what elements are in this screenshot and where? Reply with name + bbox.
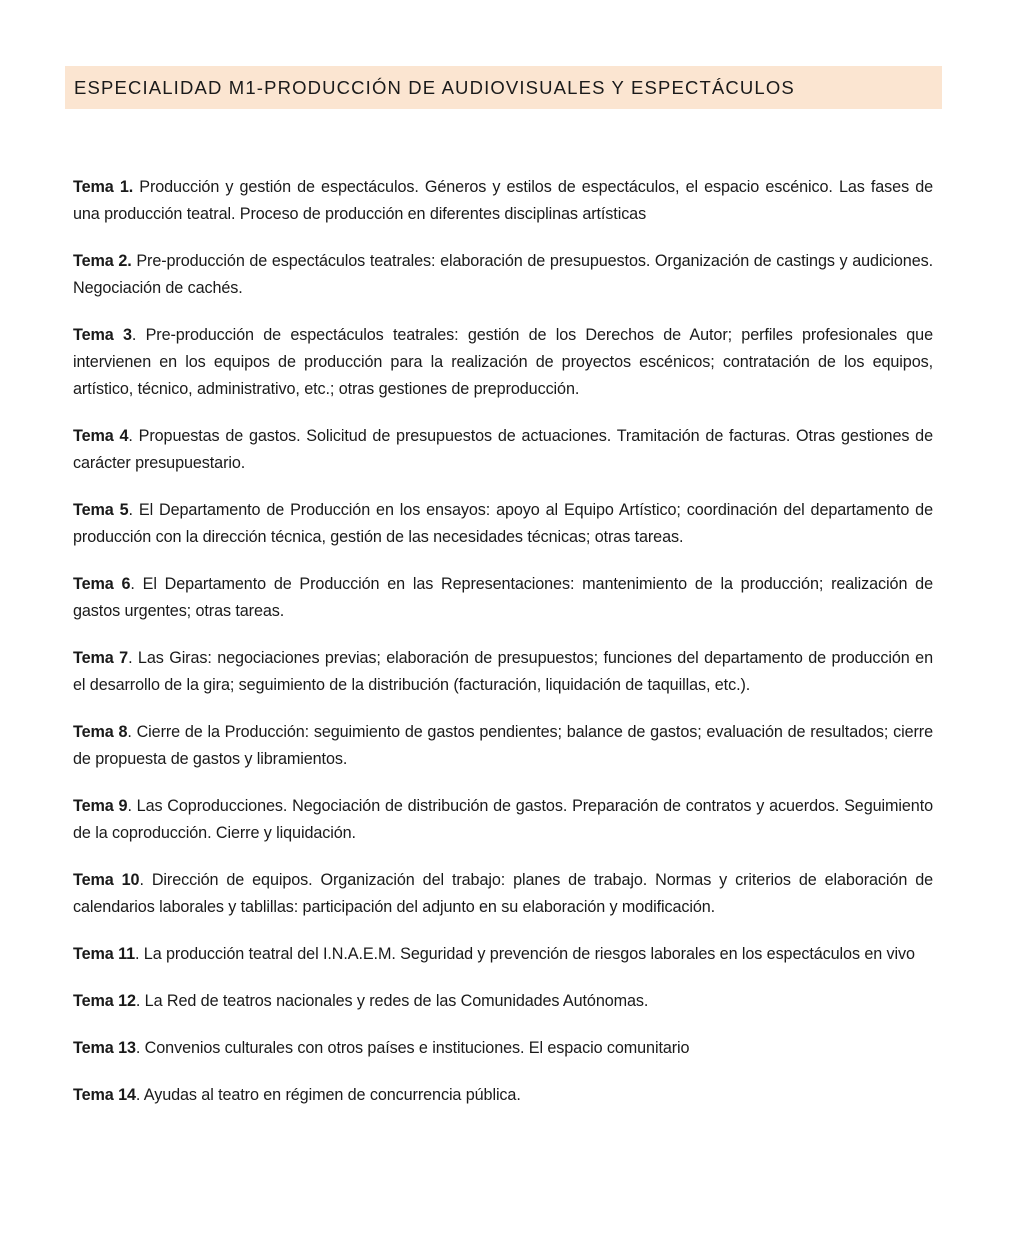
- topic-item: [73, 1082, 933, 1109]
- topic-text: . La producción teatral del I.N.A.E.M. Seguridad y prevención de riesgos laborales en los espectáculos en vivo: [135, 945, 915, 963]
- topic-label: Tema 5: [73, 501, 129, 519]
- topic-text: . La Red de teatros nacionales y redes de las Comunidades Autónomas.: [135, 992, 649, 1010]
- topic-label: Tema 4: [73, 427, 129, 445]
- topic-item: [73, 988, 933, 1015]
- topic-item: [73, 645, 933, 699]
- topic-item: [73, 719, 933, 773]
- section-header: [65, 66, 942, 109]
- topic-text: . Convenios culturales con otros países e instituciones. El espacio comunitario: [135, 1039, 690, 1057]
- topic-label: Tema 9: [73, 797, 128, 815]
- topic-item: [73, 322, 933, 403]
- topic-text: Producción y gestión de espectáculos. Géneros y estilos de espectáculos, el espacio escénico. Las fases de una producción teatral. Proceso de producción en diferentes disciplinas artísticas: [73, 178, 933, 223]
- topic-list: [73, 174, 933, 1129]
- topic-label: Tema 7: [73, 649, 129, 667]
- topic-text: . Propuestas de gastos. Solicitud de presupuestos de actuaciones. Tramitación de facturas. Otras gestiones de carácter presupuestario.: [73, 427, 933, 472]
- topic-text: . Cierre de la Producción: seguimiento de gastos pendientes; balance de gastos; evaluación de resultados; cierre de propuesta de gastos y libramientos.: [73, 723, 933, 768]
- topic-item: [73, 793, 933, 847]
- topic-label: Tema 11: [73, 945, 135, 963]
- topic-label: Tema 13: [73, 1039, 136, 1057]
- topic-item: [73, 423, 933, 477]
- topic-label: Tema 10: [73, 871, 140, 889]
- section-title: ESPECIALIDAD M1-PRODUCCIÓN DE AUDIOVISUALES Y ESPECTÁCULOS: [74, 76, 795, 98]
- topic-label: Tema 1.: [73, 178, 134, 196]
- topic-label: Tema 14: [73, 1086, 136, 1104]
- topic-item: [73, 571, 933, 625]
- topic-text: . Dirección de equipos. Organización del trabajo: planes de trabajo. Normas y criterios de elaboración de calendarios laborales y tablillas: participación del adjunto en su elaboración y modificación.: [73, 871, 934, 916]
- topic-text: . Las Coproducciones. Negociación de distribución de gastos. Preparación de contratos y acuerdos. Seguimiento de la coproducción. Cierre y liquidación.: [73, 797, 933, 842]
- topic-label: Tema 6: [73, 575, 131, 593]
- topic-text: . El Departamento de Producción en los ensayos: apoyo al Equipo Artístico; coordinación del departamento de producción con la dirección técnica, gestión de las necesidades técnicas; otras tareas.: [73, 501, 933, 546]
- topic-text: . El Departamento de Producción en las Representaciones: mantenimiento de la producción; realización de gastos urgentes; otras tareas.: [73, 575, 933, 620]
- topic-item: [73, 174, 933, 228]
- topic-item: [73, 1035, 933, 1062]
- topic-text: Pre-producción de espectáculos teatrales: elaboración de presupuestos. Organización de castings y audiciones. Negociación de cachés.: [73, 252, 933, 297]
- topic-label: Tema 12: [73, 992, 136, 1010]
- topic-item: [73, 497, 933, 551]
- topic-label: Tema 8: [73, 723, 128, 741]
- topic-item: [73, 867, 933, 921]
- topic-label: Tema 2.: [73, 252, 132, 270]
- topic-item: [73, 248, 933, 302]
- topic-text: . Ayudas al teatro en régimen de concurrencia pública.: [135, 1086, 521, 1104]
- topic-item: [73, 941, 933, 968]
- topic-text: . Pre-producción de espectáculos teatrales: gestión de los Derechos de Autor; perfiles profesionales que intervienen en los equipos de producción para la realización de proyectos escénicos; contratación de los equipos, artístico, técnico, administrativo, etc.; otras gestiones de preproducción.: [73, 326, 933, 398]
- topic-label: Tema 3: [73, 326, 132, 344]
- topic-text: . Las Giras: negociaciones previas; elaboración de presupuestos; funciones del departamento de producción en el desarrollo de la gira; seguimiento de la distribución (facturación, liquidación de taquillas, etc.).: [73, 649, 933, 694]
